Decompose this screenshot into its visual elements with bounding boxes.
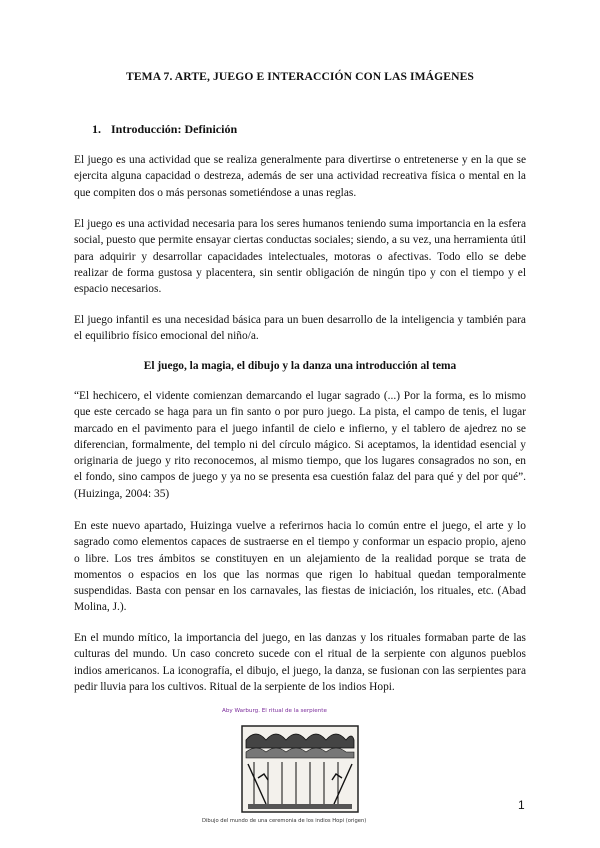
figure-bottom-caption: Dibujo del mundo de una ceremonia de los indios Hopi (origen)	[202, 818, 367, 824]
quote-huizinga: “El hechicero, el vidente comienzan demarcando el lugar sagrado (...) Por la forma, es lo mismo que este cercado se haga para un fin santo o por puro juego. La pista, el campo de tenis, el lugar marcado en el pavimento para el juego infantil de cielo e infierno, y el tablero de ajedrez no se diferencian, formalmente, del templo ni del círculo mágico. Si aceptamos, la identidad esencial y originaria de juego y rito reconocemos, al mismo tiempo, que los lugares consagrados no son, en el fondo, sino campos de juego y ya no se presenta esa cuestión falaz del para qué y del por qué”. (Huizinga, 2004: 35)	[74, 390, 526, 500]
section-number: 1.	[92, 122, 101, 136]
section-heading	[92, 122, 237, 137]
figure-top-caption: Aby Warburg. El ritual de la serpiente	[222, 708, 327, 714]
paragraph-social: El juego es una actividad necesaria para los seres humanos teniendo suma importancia en la esfera social, puesto que permite ensayar ciertas conductas sociales; siendo, a su vez, una herramienta útil para adquirir y desarrollar capacidades intelectuales, motoras o afectivas. Todo ello se debe realizar de forma gustosa y placentera, sin sentir obligación de ningún tipo y con el tiempo y el espacio necesarios.	[74, 218, 526, 296]
hopi-figure	[200, 708, 400, 830]
document-title: TEMA 7. ARTE, JUEGO E INTERACCIÓN CON LAS IMÁGENES	[126, 70, 474, 83]
paragraph-huizinga: En este nuevo apartado, Huizinga vuelve a referirnos hacia lo común entre el juego, el arte y lo sagrado como elementos capaces de sustraerse en el tiempo y conformar un espacio propio, ajeno o libre. Los tres ámbitos se constituyen en un alejamiento de la realidad porque se trata de momentos o espacios en los que las normas que rigen lo habitual quedan temporalmente suspendidas. Basta con pensar en los carnavales, las fiestas de iniciación, los rituales, etc. (Abad Molina, J.).	[74, 520, 526, 614]
paragraph-definition: El juego es una actividad que se realiza generalmente para divertirse o entretenerse y en la que se ejercita alguna capacidad o destreza, además de ser una actividad recreativa física o mental en la que compiten dos o más personas sometiéndose a unas reglas.	[74, 154, 526, 199]
section-title: Introducción: Definición	[111, 122, 238, 136]
hopi-serpent-drawing	[236, 720, 364, 816]
subheading: El juego, la magia, el dibujo y la danza una introducción al tema	[143, 360, 457, 372]
page-number: 1	[518, 798, 525, 812]
paragraph-infantil: El juego infantil es una necesidad básica para un buen desarrollo de la inteligencia y también para el equilibrio físico emocional del niño/a.	[74, 314, 526, 343]
paragraph-myth: En el mundo mítico, la importancia del juego, en las danzas y los rituales formaban parte de las culturas del mundo. Un caso concreto sucede con el ritual de la serpiente con algunos pueblos indios americanos. La iconografía, el dibujo, el juego, la danza, se fusionan con las serpientes para pedir lluvia para los cultivos. Ritual de la serpiente de los indios Hopi.	[74, 632, 526, 693]
